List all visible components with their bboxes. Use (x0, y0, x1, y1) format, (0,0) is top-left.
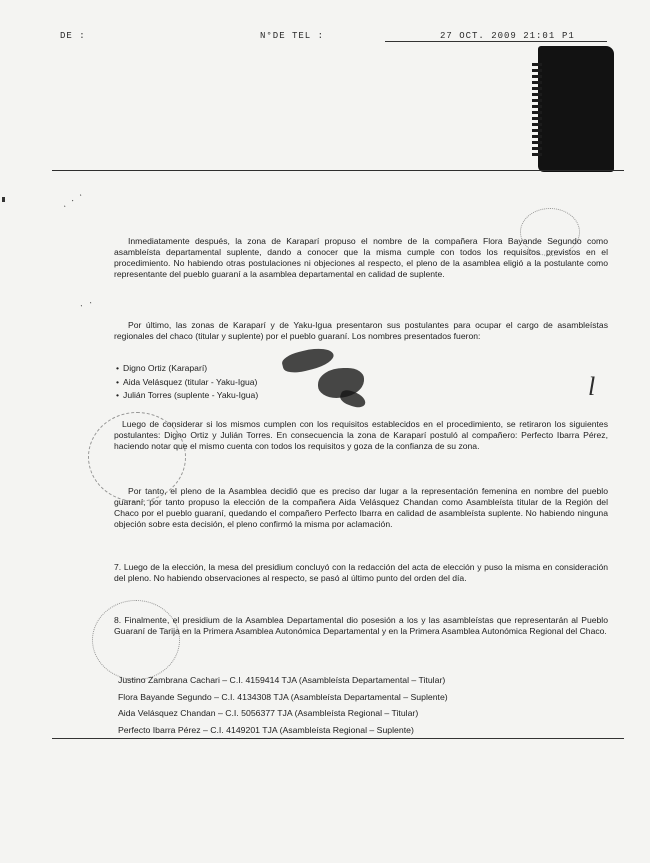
paragraph-requirements: Luego de considerar si los mismos cumplen con los requisitos establecidos en el procedimiento, se retiraron los siguientes postulantes: Digno Ortiz y Julián Torres. En consecuencia la zona de Karaparí postuló al compañero: Perfecto Ibarra Pérez, haciendo notar que el mismo cuenta con todos los requisitos y goza de la confianza de su zona. (114, 419, 608, 452)
seal-stamp-mark (92, 600, 180, 680)
fax-tel-label: N°DE TEL : (260, 31, 325, 41)
speckle-mark: · · · (61, 189, 87, 213)
list-item: Aida Velásquez Chandan – C.I. 5056377 TJA (Asambleísta Regional – Titular) (118, 708, 419, 719)
list-item: Justino Zambrana Cachari – C.I. 4159414 TJA (Asambleísta Departamental – Titular) (118, 675, 446, 685)
list-item: Perfecto Ibarra Pérez – C.I. 4149201 TJA (Asambleísta Regional – Suplente) (118, 725, 414, 736)
paragraph-regional-candidates: Por último, las zonas de Karaparí y de Yaku-Igua presentaron sus postulantes para ocupar el cargo de asambleístas regionales del chaco (titular y suplente) por el pueblo guaraní. Los nombres presentados fueron: (114, 320, 608, 342)
bottom-divider (52, 738, 624, 739)
paragraph-item-8: 8. Finalmente, el presidium de la Asamblea Departamental dio posesión a los y las asambleístas que representarán al Pueblo Guaraní de Tarija en la Primera Asamblea Autonómica Departamental y en la Primera Asamblea Autonómica Regional del Chaco. (114, 615, 608, 637)
list-item: • Digno Ortiz (Karaparí) (116, 362, 258, 376)
list-item: • Aida Velásquez (titular - Yaku-Igua) (116, 376, 258, 390)
fax-datetime: 27 OCT. 2009 21:01 (440, 31, 556, 41)
ink-blot (338, 388, 367, 410)
paragraph-female-representation: Por tanto, el pleno de la Asamblea decidió que es preciso dar lugar a la representación femenina en nombre del pueblo guaraní, por tanto propuso la elección de la compañera Aida Velásquez Chandan como Asambleísta titular de la Región del Chaco por el pueblo guaraní, quedando el compañero Perfecto Ibarra en calidad de asambleísta suplente. No habiendo ninguna objeción sobre esta decisión, el pleno confirmó la misma por aclamación. (114, 486, 608, 530)
handwritten-margin-mark: l (588, 372, 596, 401)
candidate-list (116, 362, 258, 403)
paragraph-suplente-election: Inmediatamente después, la zona de Karaparí propuso el nombre de la compañera Flora Bayande Segundo como asambleísta departamental suplente, dando a conocer que la misma cumple con todos los requisitos previstos en el procedimiento. No habiendo otras postulaciones ni objeciones al respecto, el pleno de la asamblea eligió a la postulante como representante del pueblo guaraní a la asamblea departamental en calidad de suplente. (114, 236, 608, 280)
redaction-block (538, 46, 614, 172)
list-item: Flora Bayande Segundo – C.I. 4134308 TJA (Asambleísta Departamental – Suplente) (118, 691, 448, 702)
top-divider (52, 170, 624, 171)
fax-page-number: P1 (562, 31, 575, 41)
list-item: • Julián Torres (suplente - Yaku-Igua) (116, 389, 258, 403)
margin-speck (2, 197, 5, 202)
fax-from-label: DE : (60, 31, 86, 41)
speckle-mark: · · (78, 297, 96, 313)
signer-list (118, 672, 448, 739)
paragraph-item-7: 7. Luego de la elección, la mesa del presidium concluyó con la redacción del acta de elección y puso la misma en consideración del pleno. No habiendo observaciones al respecto, se pasó al último punto del orden del día. (114, 562, 608, 584)
fax-header-rule (385, 41, 607, 42)
